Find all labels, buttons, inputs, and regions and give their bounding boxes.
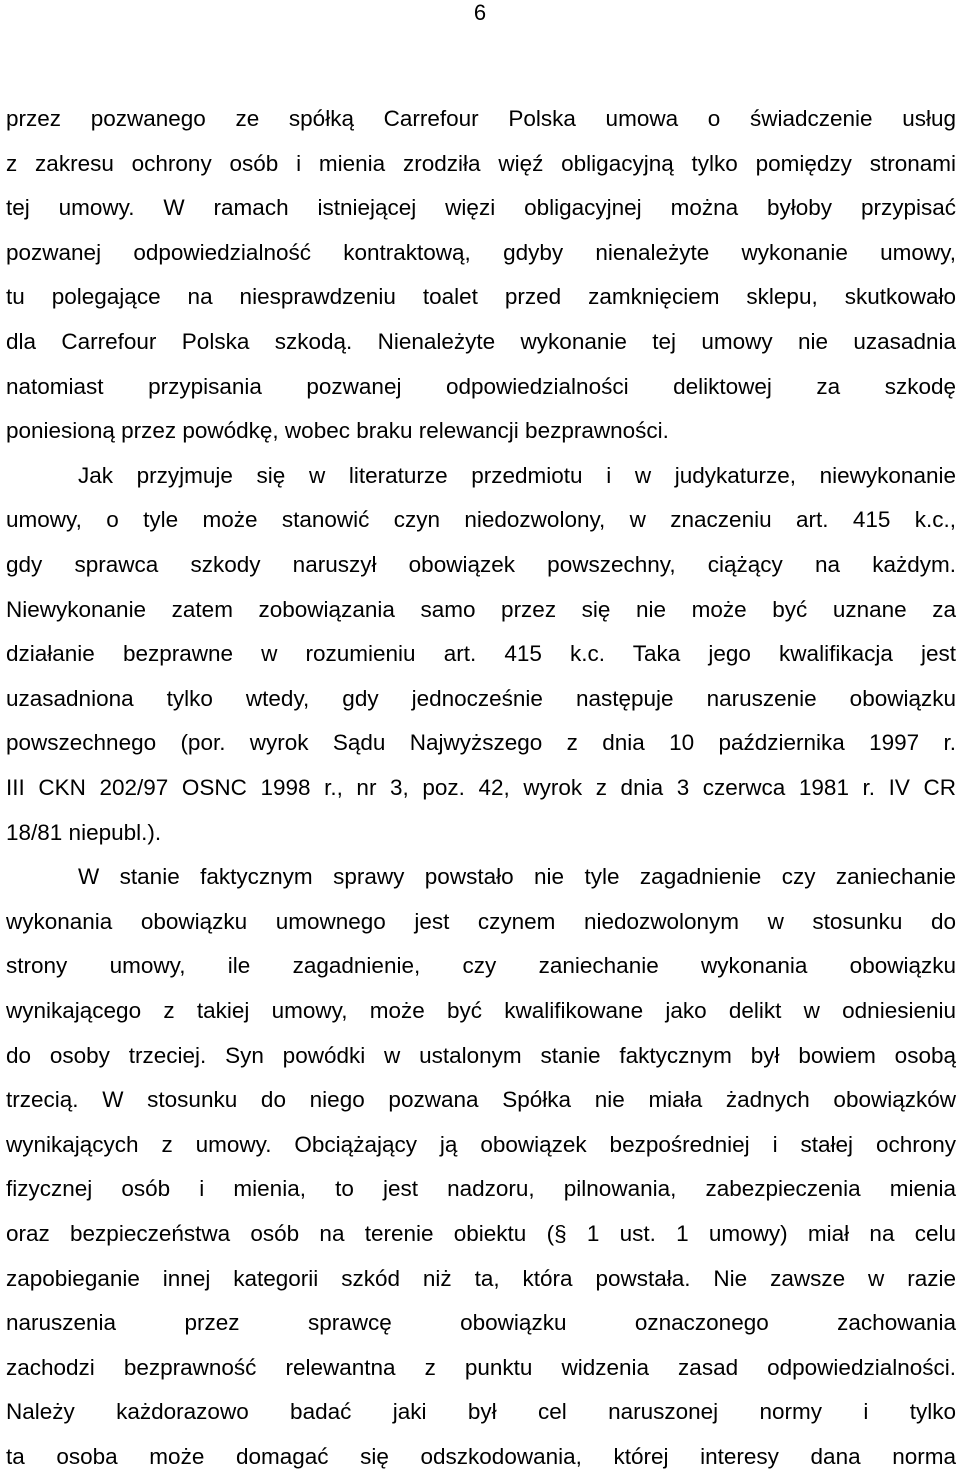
- text-line: oraz bezpieczeństwa osób na terenie obiektu (§ 1 ust. 1 umowy) miał na celu: [6, 1221, 956, 1246]
- text-line: wykonania obowiązku umownego jest czynem niedozwolonym w stosunku do: [6, 908, 956, 934]
- text-line: 18/81 niepubl.).: [6, 819, 162, 845]
- text-line: wynikającego z takiej umowy, może być kwalifikowane jako delikt w odniesieniu: [6, 998, 956, 1023]
- text-line: do osoby trzeciej. Syn powódki w ustalonym stanie faktycznym był bowiem osobą: [6, 1042, 956, 1068]
- page-number: 6: [473, 0, 487, 25]
- text-line: wynikających z umowy. Obciążający ją obowiązek bezpośredniej i stałej ochrony: [6, 1131, 956, 1157]
- text-line: Niewykonanie zatem zobowiązania samo przez się nie może być uznane za: [6, 596, 956, 622]
- text-line: trzecią. W stosunku do niego pozwana Spółka nie miała żadnych obowiązków: [6, 1087, 956, 1113]
- text-line: uzasadniona tylko wtedy, gdy jednocześnie następuje naruszenie obowiązku: [6, 685, 956, 711]
- text-line: zachodzi bezprawność relewantna z punktu widzenia zasad odpowiedzialności.: [6, 1354, 956, 1380]
- text-line: pozwanej odpowiedzialność kontraktową, gdyby nienależyte wykonanie umowy,: [6, 239, 956, 265]
- text-line: Należy każdorazowo badać jaki był cel naruszonej normy i tylko: [6, 1399, 956, 1425]
- text-line: natomiast przypisania pozwanej odpowiedzialności deliktowej za szkodę: [6, 373, 956, 399]
- text-line: ta osoba może domagać się odszkodowania, której interesy dana norma: [6, 1444, 956, 1469]
- text-line: działanie bezprawne w rozumieniu art. 415 k.c. Taka jego kwalifikacja jest: [6, 641, 956, 667]
- text-line: umowy, o tyle może stanowić czyn niedozwolony, w znaczeniu art. 415 k.c.,: [6, 507, 956, 533]
- text-line: tu polegające na niesprawdzeniu toalet przed zamknięciem sklepu, skutkowało: [6, 284, 956, 310]
- text-line: zapobieganie innej kategorii szkód niż ta, która powstała. Nie zawsze w razie: [6, 1265, 956, 1291]
- text-line: powszechnego (por. wyrok Sądu Najwyższego z dnia 10 października 1997 r.: [6, 730, 956, 756]
- text-line: naruszenia przez sprawcę obowiązku oznaczonego zachowania: [6, 1310, 956, 1336]
- text-line: poniesioną przez powódkę, wobec braku relewancji bezprawności.: [6, 418, 669, 444]
- text-line: W stanie faktycznym sprawy powstało nie tyle zagadnienie czy zaniechanie: [78, 864, 956, 890]
- text-line: tej umowy. W ramach istniejącej więzi obligacyjnej można byłoby przypisać: [6, 195, 956, 221]
- text-line: strony umowy, ile zagadnienie, czy zaniechanie wykonania obowiązku: [6, 953, 956, 979]
- text-line: fizycznej osób i mienia, to jest nadzoru, pilnowania, zabezpieczenia mienia: [6, 1176, 956, 1202]
- text-line: gdy sprawca szkody naruszył obowiązek powszechny, ciążący na każdym.: [6, 552, 956, 577]
- text-line: z zakresu ochrony osób i mienia zrodziła więź obligacyjną tylko pomiędzy stronami: [6, 150, 956, 176]
- text-line: Jak przyjmuje się w literaturze przedmiotu i w judykaturze, niewykonanie: [78, 462, 956, 488]
- text-line: przez pozwanego ze spółką Carrefour Polska umowa o świadczenie usług: [6, 106, 956, 131]
- text-line: III CKN 202/97 OSNC 1998 r., nr 3, poz. 42, wyrok z dnia 3 czerwca 1981 r. IV CR: [6, 775, 956, 800]
- text-line: dla Carrefour Polska szkodą. Nienależyte wykonanie tej umowy nie uzasadnia: [6, 329, 956, 354]
